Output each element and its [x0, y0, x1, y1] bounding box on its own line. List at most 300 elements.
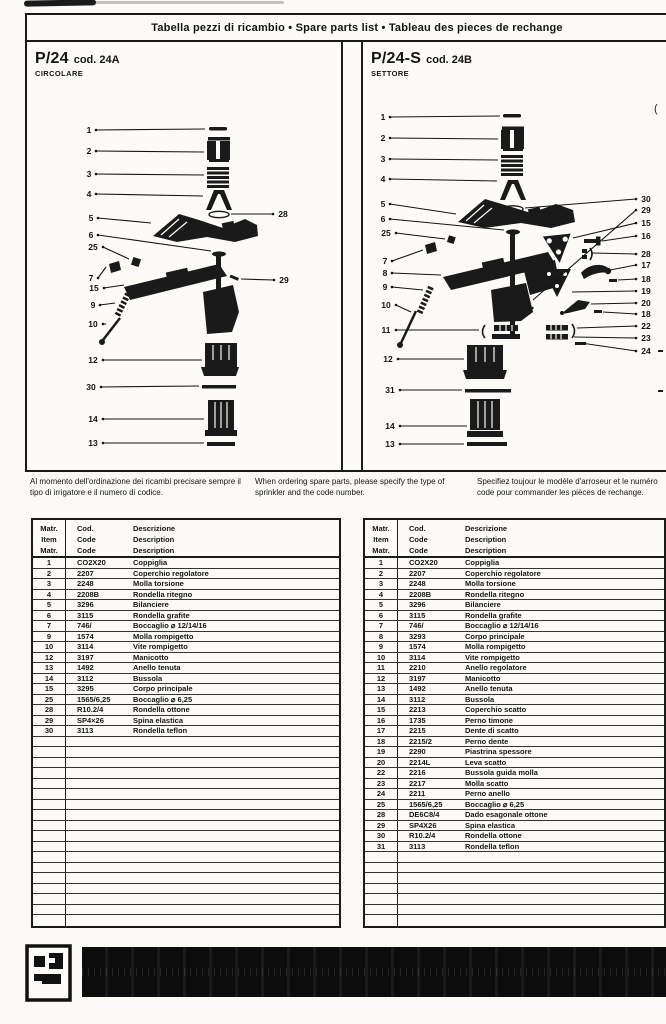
item-cell: [33, 758, 66, 768]
leader-line: [241, 279, 274, 280]
item-cell: 12: [33, 653, 66, 663]
description-cell: Perno anello: [465, 789, 511, 799]
item-cell: 7: [365, 621, 398, 631]
description-cell: Molla scatto: [465, 778, 509, 788]
ordering-note-french: Specifiez toujour le modèle d'arroseur et le numéro code pour commander les pièces de rechange.: [477, 477, 658, 497]
description-cell: Coperchio regolatore: [133, 568, 209, 578]
code-cell: 3296: [409, 600, 426, 610]
scan-artifact: [24, 0, 96, 7]
table-row: [33, 695, 339, 706]
callout-number: 29: [279, 274, 289, 285]
parts-table-p24s: [363, 518, 666, 928]
code-cell: 1492: [409, 684, 426, 694]
leader-line: [591, 303, 636, 304]
table-row: [365, 800, 664, 811]
table-row: [365, 747, 664, 758]
leader-line: [390, 116, 500, 117]
item-cell: 3: [33, 579, 66, 589]
leader-dot: [102, 323, 105, 326]
item-cell: [365, 905, 398, 915]
description-cell: Vite rompigetto: [133, 642, 188, 652]
item-cell: 4: [33, 590, 66, 600]
code-cell: 2216: [409, 768, 426, 778]
leader-line: [610, 265, 636, 270]
callout-number: 14: [88, 413, 98, 424]
item-cell: 6: [365, 611, 398, 621]
description-cell: Rondella grafite: [465, 610, 522, 620]
description-cell: Bussola: [465, 694, 495, 704]
table-row: [33, 810, 339, 821]
leader-line: [573, 223, 636, 238]
code-cell: 2215: [409, 726, 426, 736]
description-cell: Leva scatto: [465, 757, 507, 767]
table-row: [365, 758, 664, 769]
callout-number: 30: [641, 193, 651, 204]
leader-line: [392, 273, 441, 275]
callout-number: 17: [641, 259, 651, 270]
table-row: [33, 621, 339, 632]
leader-line: [392, 287, 423, 290]
leader-line: [390, 159, 498, 160]
item-column-header: Matr. Item Matr.: [33, 520, 66, 556]
item-cell: 23: [365, 779, 398, 789]
code-cell: 2213: [409, 705, 426, 715]
table-row: [33, 705, 339, 716]
description-column-header: Descrizione Description Description: [465, 524, 508, 555]
description-cell: Rondella teflon: [133, 726, 188, 736]
description-cell: Bilanciere: [133, 600, 169, 610]
table-row: [33, 852, 339, 863]
code-cell: CO2X20: [409, 558, 438, 568]
item-cell: [33, 842, 66, 852]
table-row: [33, 737, 339, 748]
description-cell: Coperchio scatto: [465, 705, 527, 715]
code-cell: 3113: [77, 726, 94, 736]
table-row: [33, 632, 339, 643]
leader-dot: [635, 313, 638, 316]
item-cell: [33, 873, 66, 883]
table-row: [365, 695, 664, 706]
leader-dot: [635, 337, 638, 340]
code-cell: 3197: [409, 673, 426, 683]
leader-dot: [635, 253, 638, 256]
item-cell: [365, 884, 398, 894]
table-row: [33, 842, 339, 853]
item-cell: 10: [365, 653, 398, 663]
item-cell: [365, 852, 398, 862]
item-cell: [33, 768, 66, 778]
table-row: [33, 569, 339, 580]
leader-dot: [95, 129, 98, 132]
item-cell: [33, 737, 66, 747]
table-row: [365, 894, 664, 905]
table-row: [33, 873, 339, 884]
leader-line: [392, 250, 423, 261]
leader-line: [103, 247, 129, 259]
leader-dot: [95, 193, 98, 196]
leader-line: [98, 218, 151, 223]
leader-line: [603, 312, 636, 314]
description-cell: Rondella ottone: [133, 705, 190, 715]
item-cell: 29: [33, 716, 66, 726]
table-header: [33, 520, 339, 558]
leader-dot: [389, 158, 392, 161]
callout-number: 3: [380, 153, 386, 164]
leader-line: [98, 267, 106, 278]
table-row: [365, 873, 664, 884]
spring-part: [501, 155, 523, 176]
code-cell: 3197: [77, 652, 94, 662]
code-cell: 2214L: [409, 757, 431, 767]
table-row: [33, 863, 339, 874]
description-cell: Corpo principale: [133, 684, 193, 694]
callout-number: 9: [382, 281, 388, 292]
item-cell: 17: [365, 726, 398, 736]
leader-dot: [100, 386, 103, 389]
ordering-note-english: When ordering spare parts, please specify the type of sprinkler and the code number.: [255, 477, 445, 497]
code-cell: 2207: [77, 568, 94, 578]
item-cell: 31: [365, 842, 398, 852]
table-row: [365, 674, 664, 685]
spare-parts-frame: [25, 13, 666, 472]
code-cell: 3112: [77, 673, 94, 683]
leader-dot: [389, 203, 392, 206]
panel-p24-title: [35, 50, 120, 78]
callout-number: 25: [381, 227, 391, 238]
item-cell: 12: [365, 674, 398, 684]
callout-number: 3: [86, 168, 92, 179]
table-row: [365, 600, 664, 611]
item-cell: 22: [365, 768, 398, 778]
leader-dot: [272, 213, 275, 216]
table-row: [365, 852, 664, 863]
leader-dot: [99, 304, 102, 307]
code-cell: 1574: [77, 631, 94, 641]
table-row: [33, 758, 339, 769]
callout-number: 11: [381, 324, 391, 335]
description-cell: Manicotto: [465, 673, 501, 683]
description-cell: Dado esagonale ottone: [465, 810, 548, 820]
leader-dot: [95, 173, 98, 176]
table-row: [33, 747, 339, 758]
table-row: [365, 558, 664, 569]
item-cell: [33, 789, 66, 799]
code-cell: 746/: [77, 621, 92, 631]
code-cell: 1574: [409, 642, 426, 652]
item-cell: 14: [33, 674, 66, 684]
model-name: P/24: [35, 50, 69, 67]
code-cell: 3112: [409, 694, 426, 704]
table-row: [33, 716, 339, 727]
model-subtitle: SETTORE: [371, 69, 410, 78]
leader-dot: [399, 425, 402, 428]
leader-line: [390, 204, 456, 214]
table-row: [365, 569, 664, 580]
item-cell: [33, 863, 66, 873]
description-cell: Anello regolatore: [465, 663, 527, 673]
panel-p24s-title: [371, 50, 472, 78]
description-cell: Corpo principale: [465, 631, 525, 641]
item-cell: [33, 810, 66, 820]
item-cell: [33, 800, 66, 810]
item-cell: 19: [365, 747, 398, 757]
item-cell: 13: [365, 684, 398, 694]
panel-divider-gap: [343, 42, 361, 470]
item-cell: [33, 894, 66, 904]
callout-number: 7: [382, 255, 388, 266]
leader-line: [396, 305, 411, 312]
item-cell: 14: [365, 695, 398, 705]
table-row: [33, 558, 339, 569]
leader-dot: [635, 222, 638, 225]
item-cell: 18: [365, 737, 398, 747]
description-cell: Boccaglio ⌀ 12/14/16: [133, 621, 207, 631]
item-cell: 15: [365, 705, 398, 715]
callout-number: 16: [641, 230, 651, 241]
callout-number: 18: [641, 308, 651, 319]
leader-dot: [389, 218, 392, 221]
table-row: [365, 632, 664, 643]
item-cell: 20: [365, 758, 398, 768]
table-row: [33, 884, 339, 895]
callout-number: 13: [88, 437, 98, 448]
leader-dot: [395, 232, 398, 235]
item-cell: [33, 747, 66, 757]
item-cell: 30: [33, 726, 66, 736]
table-header: [365, 520, 664, 558]
callout-number: 30: [86, 381, 96, 392]
code-cell: 3115: [77, 610, 94, 620]
description-cell: Spina elastica: [465, 820, 516, 830]
leader-dot: [395, 329, 398, 332]
leader-line: [96, 129, 205, 130]
item-cell: 5: [33, 600, 66, 610]
description-cell: Boccaglio ⌀ 6,25: [465, 799, 525, 809]
code-cell: 3293: [409, 631, 426, 641]
description-cell: Rondella teflon: [465, 841, 520, 851]
table-row: [365, 768, 664, 779]
callout-number: 13: [385, 438, 395, 449]
code-cell: 2290: [409, 747, 426, 757]
table-row: [365, 905, 664, 916]
table-row: [365, 684, 664, 695]
callout-number: 28: [278, 208, 288, 219]
table-row: [33, 800, 339, 811]
table-row: [365, 884, 664, 895]
leader-line: [96, 194, 203, 196]
code-cell: DE6C8/4: [409, 810, 440, 820]
code-cell: 3115: [409, 610, 426, 620]
code-cell: 1565/6,25: [77, 694, 111, 704]
code-cell: 2217: [409, 778, 426, 788]
description-cell: Molla torsione: [133, 579, 184, 589]
item-cell: 8: [365, 632, 398, 642]
leader-line: [96, 151, 204, 152]
item-cell: 15: [33, 684, 66, 694]
description-cell: Rondella ottone: [465, 831, 522, 841]
parts-table-p24: [31, 518, 341, 928]
leader-line: [574, 337, 636, 338]
item-cell: 2: [33, 569, 66, 579]
callout-number: 8: [382, 267, 388, 278]
code-cell: 1735: [409, 715, 426, 725]
item-cell: 25: [365, 800, 398, 810]
brand-logo: [25, 944, 72, 1002]
item-cell: [365, 863, 398, 873]
code-cell: 3114: [409, 652, 426, 662]
callout-number: 23: [641, 332, 651, 343]
table-row: [365, 915, 664, 926]
item-cell: 5: [365, 600, 398, 610]
leader-dot: [97, 234, 100, 237]
model-code: cod. 24A: [73, 54, 120, 66]
code-cell: CO2X20: [77, 558, 106, 568]
leader-dot: [102, 418, 105, 421]
code-cell: 2210: [409, 663, 426, 673]
table-row: [33, 789, 339, 800]
callout-number: 1: [380, 111, 386, 122]
item-cell: [33, 852, 66, 862]
description-cell: Spina elastica: [133, 715, 184, 725]
description-cell: Anello tenuta: [133, 663, 181, 673]
item-cell: 3: [365, 579, 398, 589]
table-row: [365, 611, 664, 622]
page-title: Tabella pezzi di ricambio • Spare parts list • Tableau des pieces de rechange: [27, 15, 666, 42]
item-cell: 11: [365, 663, 398, 673]
item-cell: [33, 884, 66, 894]
description-cell: Coppiglia: [465, 558, 500, 568]
table-row: [33, 663, 339, 674]
table-row: [33, 726, 339, 737]
spring-part: [207, 167, 229, 188]
table-row: [365, 810, 664, 821]
leader-dot: [102, 359, 105, 362]
leader-dot: [635, 264, 638, 267]
table-row: [33, 590, 339, 601]
table-row: [33, 653, 339, 664]
item-column-header: Matr. Item Matr.: [365, 520, 398, 556]
leader-line: [104, 285, 124, 288]
leader-line: [618, 279, 636, 280]
item-cell: 9: [33, 632, 66, 642]
description-cell: Dente di scatto: [465, 726, 519, 736]
item-cell: 4: [365, 590, 398, 600]
code-cell: SP4X26: [409, 820, 437, 830]
table-row: [365, 726, 664, 737]
callout-number: 20: [641, 297, 651, 308]
leader-dot: [391, 286, 394, 289]
code-cell: 2211: [409, 789, 426, 799]
description-cell: Bilanciere: [465, 600, 501, 610]
leader-line: [525, 199, 636, 208]
leader-dot: [399, 443, 402, 446]
table-row: [365, 863, 664, 874]
leader-dot: [102, 442, 105, 445]
leader-line: [592, 253, 636, 254]
description-cell: Coppiglia: [133, 558, 168, 568]
table-row: [33, 821, 339, 832]
description-cell: Bussola guida molla: [465, 768, 538, 778]
code-cell: 2248: [409, 579, 426, 589]
leader-line: [581, 343, 636, 351]
item-cell: 9: [365, 642, 398, 652]
ordering-note-italian: Al momento dell'ordinazione dei ricambi precisare sempre il tipo di irrigatore e il numero di codice.: [30, 477, 241, 497]
callout-number: 5: [88, 212, 94, 223]
description-cell: Rondella ritegno: [465, 589, 525, 599]
callout-number: 24: [641, 345, 651, 356]
item-cell: 1: [33, 558, 66, 568]
description-cell: Perno dente: [465, 736, 509, 746]
code-cell: 3113: [409, 841, 426, 851]
code-cell: 2207: [409, 568, 426, 578]
description-cell: Anello tenuta: [465, 684, 513, 694]
code-cell: 1565/6,25: [409, 799, 443, 809]
scan-artifact: [94, 1, 284, 4]
callout-number: 4: [380, 173, 386, 184]
description-column-header: Descrizione Description Description: [133, 524, 176, 555]
description-cell: Vite rompigetto: [465, 652, 520, 662]
panel-p24: [27, 42, 343, 470]
leader-dot: [635, 302, 638, 305]
table-row: [33, 642, 339, 653]
leader-dot: [391, 260, 394, 263]
code-cell: 3296: [77, 600, 94, 610]
table-row: [365, 621, 664, 632]
callout-number: 18: [641, 273, 651, 284]
table-row: [33, 611, 339, 622]
table-row: [33, 674, 339, 685]
table-body: [365, 558, 664, 926]
item-cell: 24: [365, 789, 398, 799]
callout-number: 29: [641, 204, 651, 215]
item-cell: [33, 905, 66, 915]
callout-number: 7: [88, 272, 94, 283]
callout-number: 22: [641, 320, 651, 331]
table-row: [365, 779, 664, 790]
leader-dot: [95, 150, 98, 153]
table-row: [33, 579, 339, 590]
leader-dot: [635, 278, 638, 281]
leader-dot: [389, 178, 392, 181]
callout-number: 12: [88, 354, 98, 365]
leader-dot: [635, 198, 638, 201]
item-cell: [33, 831, 66, 841]
leader-dot: [399, 389, 402, 392]
callout-number: 12: [383, 353, 393, 364]
callout-number: 28: [641, 248, 651, 259]
callout-number: 25: [88, 241, 98, 252]
table-row: [365, 737, 664, 748]
table-row: [365, 705, 664, 716]
leader-dot: [389, 116, 392, 119]
table-row: [365, 579, 664, 590]
description-cell: Bussola: [133, 673, 163, 683]
description-cell: Rondella grafite: [133, 610, 190, 620]
table-body: [33, 558, 339, 926]
item-cell: 7: [33, 621, 66, 631]
table-row: [33, 831, 339, 842]
item-cell: [33, 915, 66, 926]
code-cell: 2215/2: [409, 736, 432, 746]
table-row: [33, 915, 339, 926]
callout-number: 1: [86, 124, 92, 135]
table-row: [365, 653, 664, 664]
leader-dot: [395, 304, 398, 307]
item-cell: [365, 894, 398, 904]
item-cell: [365, 873, 398, 883]
panel-p24s: [361, 42, 666, 470]
description-cell: Perno timone: [465, 715, 513, 725]
